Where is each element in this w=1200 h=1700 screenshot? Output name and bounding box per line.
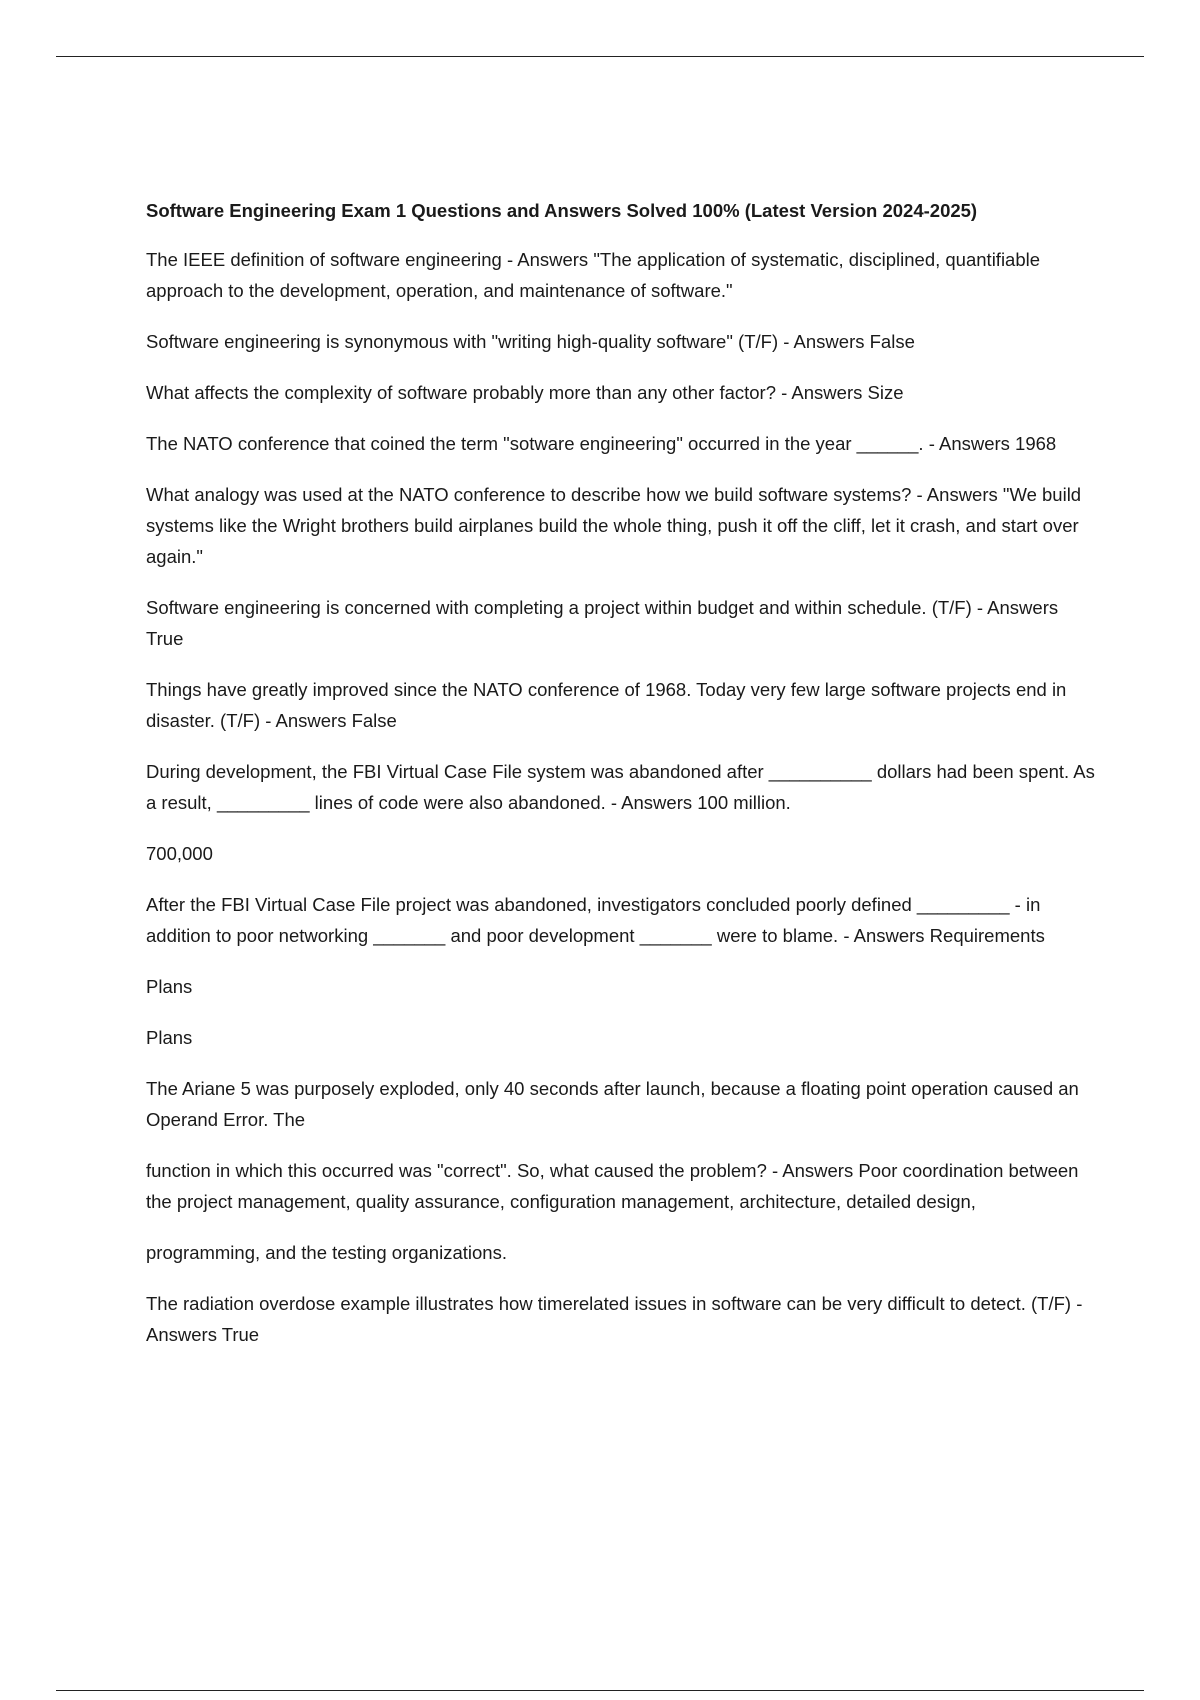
- qa-fbi-causes: After the FBI Virtual Case File project was abandoned, investigators concluded poorly defined _________ - in addition to poor networking _______ and poor development _______ were to blame. - Answers Requirements: [146, 894, 1045, 946]
- qa-nato-year: The NATO conference that coined the term "sotware engineering" occurred in the year ______. - Answers 1968: [146, 433, 1057, 454]
- qa-fbi-plans-1: Plans: [146, 976, 193, 997]
- qa-nato-analogy: What analogy was used at the NATO conference to describe how we build software systems? - Answers "We build systems like the Wright brothers build airplanes build the whole thing, push it off the cliff, let it crash, and start over again.": [146, 484, 1082, 567]
- qa-ariane-answer: function in which this occurred was "correct". So, what caused the problem? - Answers Poor coordination between the project management, quality assurance, configuration management, architecture, detailed design,: [146, 1160, 1079, 1212]
- qa-complexity: What affects the complexity of software probably more than any other factor? - Answers Size: [146, 382, 904, 403]
- qa-ieee-definition: The IEEE definition of software engineering - Answers "The application of systematic, disciplined, quantifiable approach to the development, operation, and maintenance of software.": [146, 249, 1041, 301]
- qa-ariane-answer-cont: programming, and the testing organizations.: [146, 1242, 507, 1263]
- qa-ariane-question: The Ariane 5 was purposely exploded, only 40 seconds after launch, because a floating point operation caused an Operand Error. The: [146, 1078, 1079, 1130]
- qa-improvements: Things have greatly improved since the NATO conference of 1968. Today very few large software projects end in disaster. (T/F) - Answers False: [146, 679, 1067, 731]
- qa-radiation-overdose: The radiation overdose example illustrates how timerelated issues in software can be very difficult to detect. (T/F) - Answers True: [146, 1293, 1083, 1345]
- document-body: [146, 196, 1096, 1370]
- qa-fbi-lines: 700,000: [146, 843, 213, 864]
- qa-synonymous: Software engineering is synonymous with "writing high-quality software" (T/F) - Answers False: [146, 331, 915, 352]
- footer-rule: [56, 1690, 1144, 1691]
- header-rule: [56, 56, 1144, 57]
- qa-fbi-plans-2: Plans: [146, 1027, 193, 1048]
- qa-fbi-abandoned: During development, the FBI Virtual Case File system was abandoned after __________ dollars had been spent. As a result, _________ lines of code were also abandoned. - Answers 100 million.: [146, 761, 1095, 813]
- qa-budget-schedule: Software engineering is concerned with completing a project within budget and within schedule. (T/F) - Answers True: [146, 597, 1059, 649]
- document-title: Software Engineering Exam 1 Questions and Answers Solved 100% (Latest Version 2024-2025): [146, 200, 978, 221]
